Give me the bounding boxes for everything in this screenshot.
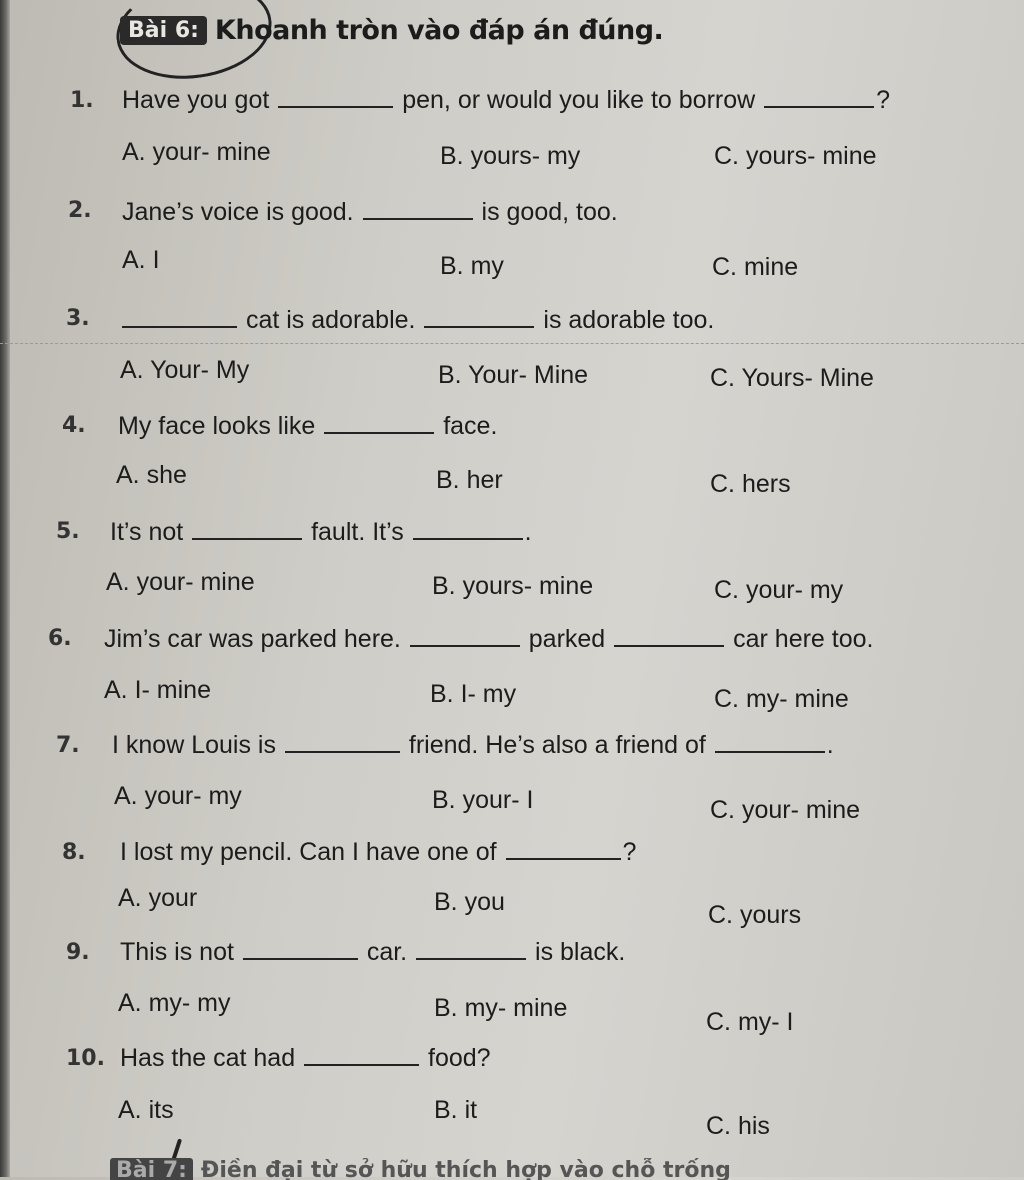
question-number: 8. bbox=[62, 840, 86, 865]
question-part: Has the cat had bbox=[120, 1044, 303, 1072]
question-part: Jane’s voice is good. bbox=[122, 198, 361, 226]
next-exercise-badge: Bài 7: bbox=[110, 1158, 193, 1180]
option-c[interactable]: C. your- my bbox=[714, 576, 844, 604]
page-edge-shadow bbox=[0, 0, 10, 1177]
answer-blank[interactable] bbox=[614, 644, 724, 647]
question-text bbox=[122, 198, 618, 227]
option-b[interactable]: B. my bbox=[440, 252, 504, 280]
answer-blank[interactable] bbox=[506, 857, 621, 860]
question-part: is black. bbox=[528, 938, 626, 966]
question-text bbox=[118, 412, 497, 441]
answer-blank[interactable] bbox=[764, 105, 874, 108]
question-number: 1. bbox=[70, 88, 94, 113]
option-c[interactable]: C. mine bbox=[712, 253, 799, 281]
option-a[interactable]: A. your- mine bbox=[122, 138, 271, 166]
option-b[interactable]: B. Your- Mine bbox=[438, 361, 589, 389]
question-text bbox=[110, 518, 532, 547]
option-a[interactable]: A. I bbox=[122, 246, 160, 274]
question-number: 6. bbox=[48, 626, 72, 651]
option-a[interactable]: A. your- my bbox=[114, 782, 242, 810]
question-part: pen, or would you like to borrow bbox=[395, 86, 763, 114]
option-b[interactable]: B. I- my bbox=[430, 680, 517, 708]
question-part: parked bbox=[521, 625, 613, 653]
question-part: friend. He’s also a friend of bbox=[401, 731, 713, 759]
question-text bbox=[120, 838, 636, 867]
option-a[interactable]: A. I- mine bbox=[104, 676, 211, 704]
answer-blank[interactable] bbox=[122, 325, 237, 328]
question-text bbox=[104, 625, 873, 654]
question-number: 5. bbox=[56, 519, 80, 544]
option-b[interactable]: B. it bbox=[434, 1096, 478, 1124]
question-part: face. bbox=[436, 412, 498, 440]
question-part: ? bbox=[876, 86, 891, 114]
question-part: . bbox=[826, 731, 834, 759]
question-part: is good, too. bbox=[474, 198, 618, 226]
option-c[interactable]: C. my- I bbox=[706, 1008, 794, 1036]
option-c[interactable]: C. your- mine bbox=[710, 796, 861, 824]
answer-blank[interactable] bbox=[304, 1063, 419, 1066]
answer-blank[interactable] bbox=[410, 644, 520, 647]
option-a[interactable]: A. Your- My bbox=[120, 356, 250, 384]
option-c[interactable]: C. hers bbox=[710, 470, 791, 498]
question-text bbox=[112, 731, 834, 760]
answer-blank[interactable] bbox=[278, 105, 393, 108]
question-part: This is not bbox=[120, 938, 241, 966]
question-number: 7. bbox=[56, 733, 80, 758]
question-number: 3. bbox=[66, 306, 90, 331]
answer-blank[interactable] bbox=[192, 537, 302, 540]
option-b[interactable]: B. you bbox=[434, 888, 505, 916]
question-text bbox=[122, 86, 890, 115]
question-part: It’s not bbox=[110, 518, 191, 546]
question-text bbox=[120, 938, 625, 967]
question-part: Jim’s car was parked here. bbox=[104, 625, 408, 653]
question-part: ? bbox=[622, 838, 637, 866]
exercise-instruction: Khoanh tròn vào đáp án đúng. bbox=[214, 14, 664, 46]
question-part: car. bbox=[359, 938, 415, 966]
option-c[interactable]: C. my- mine bbox=[714, 685, 849, 713]
answer-blank[interactable] bbox=[715, 750, 825, 753]
exercise-badge: Bài 6: bbox=[120, 16, 207, 45]
question-part: food? bbox=[421, 1044, 491, 1072]
option-c[interactable]: C. Yours- Mine bbox=[710, 364, 874, 392]
option-a[interactable]: A. my- my bbox=[118, 989, 231, 1017]
option-c[interactable]: C. yours- mine bbox=[714, 142, 877, 170]
option-c[interactable]: C. his bbox=[706, 1112, 770, 1140]
answer-blank[interactable] bbox=[416, 957, 526, 960]
exercise-header bbox=[120, 10, 663, 50]
question-part: is adorable too. bbox=[536, 306, 715, 334]
option-b[interactable]: B. my- mine bbox=[434, 994, 568, 1022]
question-part: car here too. bbox=[726, 625, 874, 653]
question-text bbox=[120, 1044, 491, 1073]
option-b[interactable]: B. your- I bbox=[432, 786, 534, 814]
option-b[interactable]: B. yours- my bbox=[440, 142, 581, 170]
option-a[interactable]: A. its bbox=[118, 1096, 174, 1124]
question-number: 9. bbox=[66, 940, 90, 965]
paper-fold-line bbox=[0, 343, 1024, 344]
question-part: cat is adorable. bbox=[239, 306, 423, 334]
question-number: 4. bbox=[62, 413, 86, 438]
option-a[interactable]: A. your bbox=[118, 884, 198, 912]
question-part: I lost my pencil. Can I have one of bbox=[120, 838, 504, 866]
question-number: 10. bbox=[66, 1046, 105, 1071]
option-b[interactable]: B. yours- mine bbox=[432, 572, 594, 600]
option-c[interactable]: C. yours bbox=[708, 901, 802, 929]
question-part: Have you got bbox=[122, 86, 277, 114]
next-exercise-instruction: Điền đại từ sở hữu thích hợp vào chỗ trống bbox=[200, 1158, 731, 1180]
question-number: 2. bbox=[68, 198, 92, 223]
question-part: I know Louis is bbox=[112, 731, 283, 759]
option-b[interactable]: B. her bbox=[436, 466, 503, 494]
answer-blank[interactable] bbox=[424, 325, 534, 328]
answer-blank[interactable] bbox=[413, 537, 523, 540]
question-part: fault. It’s bbox=[304, 518, 411, 546]
answer-blank[interactable] bbox=[243, 957, 358, 960]
answer-blank[interactable] bbox=[363, 217, 473, 220]
option-a[interactable]: A. she bbox=[116, 461, 187, 489]
answer-blank[interactable] bbox=[285, 750, 400, 753]
option-a[interactable]: A. your- mine bbox=[106, 568, 255, 596]
question-text bbox=[120, 306, 714, 335]
question-part: My face looks like bbox=[118, 412, 323, 440]
question-part: . bbox=[524, 518, 532, 546]
answer-blank[interactable] bbox=[324, 431, 434, 434]
